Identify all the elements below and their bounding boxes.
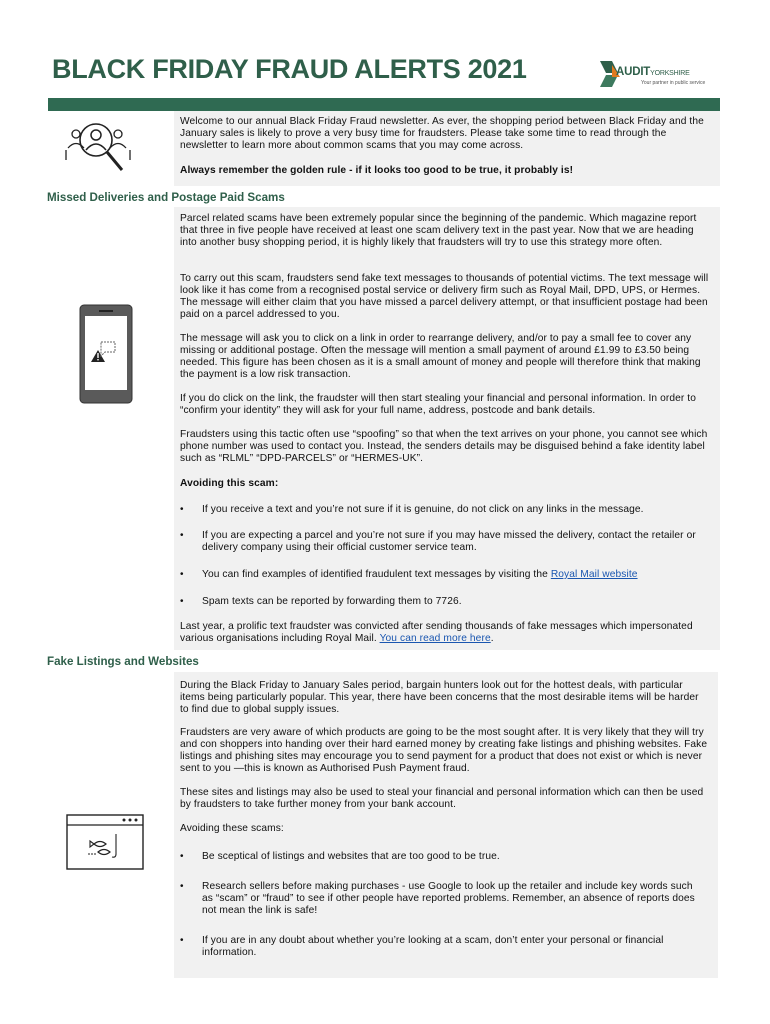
page-title: BLACK FRIDAY FRAUD ALERTS 2021 <box>52 54 527 84</box>
logo-text-secondary: YORKSHIRE <box>650 70 690 77</box>
deliveries-bullet-1: If you receive a text and you’re not sure if it is genuine, do not click on any links in the message. <box>202 504 644 515</box>
listings-p1: During the Black Friday to January Sales period, bargain hunters look out for the hottest deals, with particular items being particularly popular. This year, there have been concerns that the most desirable items will be harder to find due to global supply issues. <box>180 680 699 715</box>
listings-p2: Fraudsters are very aware of which products are going to be the most sought after. It is very likely that they will try and con shoppers into handing over their hard earned money by creating fake listings and phishing websites. Fake listings and phishing sites may encourage you to send payment for a product that does not exist or which is never sent to you —this is known as Authorised Push Payment fraud. <box>180 727 708 774</box>
deliveries-bullet-2: If you are expecting a parcel and you’re not sure if you may have missed the delivery, contact the retailer or delivery company using their official customer service team. <box>202 530 696 553</box>
deliveries-p3: The message will ask you to click on a link in order to rearrange delivery, and/or to pay a small fee to cover any missing or additional postage. Often the message will mention a small payment of around £1.99 to £3.50 being needed. This figure has been chosen as it is a small amount of money and people will therefore think that making the payment is a low risk transaction. <box>180 333 701 380</box>
logo-text-main: AUDIT <box>616 66 651 78</box>
section-heading-deliveries: Missed Deliveries and Postage Paid Scams <box>47 191 285 204</box>
listings-bullet-1: Be sceptical of listings and websites that are too good to be true. <box>202 851 500 862</box>
golden-rule: Always remember the golden rule - if it looks too good to be true, it probably is! <box>180 165 574 176</box>
fraud-investigation-icon <box>58 118 138 178</box>
header-rule <box>48 98 720 111</box>
bullet-dot: • <box>180 881 184 892</box>
deliveries-bullet-4: Spam texts can be reported by forwarding them to 7726. <box>202 596 462 607</box>
listings-bullet-3: If you are in any doubt about whether you’re looking at a scam, don’t enter your personal or financial information. <box>202 935 664 958</box>
deliveries-p5: Fraudsters using this tactic often use “spoofing” so that when the text arrives on your phone, you cannot see which phone number was used to contact you. Instead, the senders details may be disguised behind a fake identity label such as “RLML” “DPD-PARCELS” or “HERMES-UK”. <box>180 429 708 464</box>
listings-p3: These sites and listings may also be used to steal your financial and personal information which can then be used by fraudsters to take further money from your bank account. <box>180 787 704 810</box>
bullet-dot: • <box>180 504 184 515</box>
bullet-dot: • <box>180 569 184 580</box>
deliveries-closing-end: . <box>490 632 494 644</box>
section-heading-listings: Fake Listings and Websites <box>47 655 199 668</box>
deliveries-bullet-3-text: You can find examples of identified fraudulent text messages by visiting the <box>202 569 551 580</box>
deliveries-p2: To carry out this scam, fraudsters send fake text messages to thousands of potential victims. The text message will look like it has come from a recognised postal service or delivery firm such as Royal Mail, DPD, UPS, or Hermes. The message will either claim that you have missed a parcel delivery attempt, or that insufficient postage had been paid on a parcel addressed to you. <box>180 273 709 320</box>
deliveries-avoid-heading: Avoiding this scam: <box>180 478 279 489</box>
deliveries-p4: If you do click on the link, the fraudster will then start stealing your financial and personal information. In order to “confirm your identity” they will ask for your full name, address, postcode and bank details. <box>180 393 696 416</box>
phone-warning-icon <box>79 304 133 404</box>
royal-mail-website-link[interactable]: Royal Mail website <box>550 569 638 580</box>
deliveries-p1: Parcel related scams have been extremely popular since the beginning of the pandemic. Which magazine report that three in five people have received at least one scam delivery text in the past year. Now that we are heading into another busy shopping period, it is highly likely that fraudsters will try to use this strategy more often. <box>180 213 697 248</box>
listings-avoid-heading: Avoiding these scams: <box>180 823 284 834</box>
intro-paragraph: Welcome to our annual Black Friday Fraud newsletter. As ever, the shopping period between Black Friday and the January sales is likely to prove a very busy time for fraudsters. Please take some time to read through the newsletter to learn more about common scams that you may come across. <box>180 116 704 151</box>
read-more-link[interactable]: You can read more here <box>379 632 491 644</box>
bullet-dot: • <box>180 935 184 946</box>
deliveries-bullet-3 <box>202 569 712 581</box>
deliveries-closing <box>180 621 715 645</box>
logo-wordmark <box>616 66 690 78</box>
bullet-dot: • <box>180 530 184 541</box>
bullet-dot: • <box>180 851 184 862</box>
deliveries-closing-text: Last year, a prolific text fraudster was convicted after sending thousands of fake messages which impersonated various organisations including Royal Mail. <box>180 621 693 644</box>
listings-bullet-2: Research sellers before making purchases - use Google to look up the retailer and include key words such as “scam” or “fraud” to see if other people have reported problems. Remember, an absence of reports does not mean the link is safe! <box>202 881 695 916</box>
bullet-dot: • <box>180 596 184 607</box>
logo-tagline: Your partner in public service <box>641 80 706 86</box>
phishing-website-icon <box>66 814 144 870</box>
